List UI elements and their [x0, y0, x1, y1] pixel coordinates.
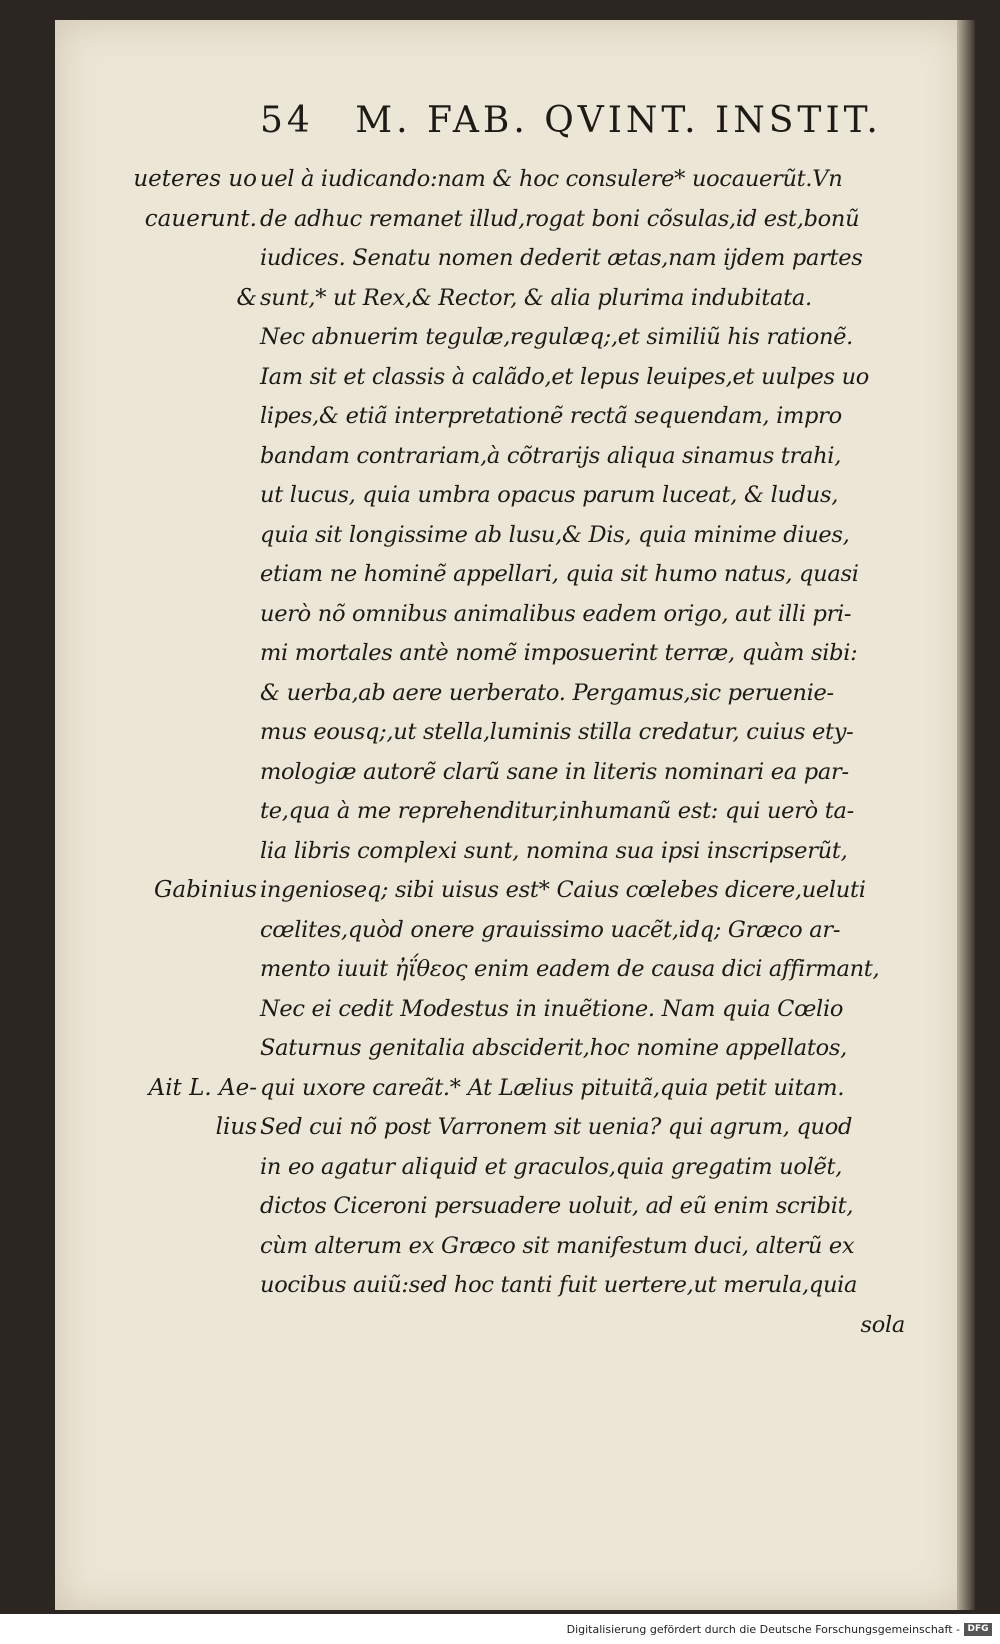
text-line: [55, 555, 965, 595]
text-line: [55, 1069, 965, 1109]
body-line: uocibus auiũ:sed hoc tanti fuit uertere,ut merula,quia: [260, 1272, 858, 1298]
text-line: [55, 832, 965, 872]
text-line: [55, 1187, 965, 1227]
body-line: Nec abnuerim tegulæ,regulæq;,et similiũ his rationẽ.: [260, 324, 854, 350]
body-line: Sed cui nõ post Varronem sit uenia? qui agrum, quod: [260, 1114, 853, 1140]
body-line: bandam contrariam,à cõtrarijs aliqua sinamus trahi,: [260, 442, 842, 469]
text-line: [55, 476, 965, 516]
body-line: mus eousq;,ut stella,luminis stilla credatur, cuius ety-: [260, 719, 854, 745]
body-line: lia libris complexi sunt, nomina sua ipsi inscripserũt,: [260, 837, 848, 864]
body-line: & uerba,ab aere uerberato. Pergamus,sic peruenie-: [260, 679, 834, 706]
text-line: [55, 871, 965, 911]
body-line: in eo agatur aliquid et graculos,quia gregatim uolẽt,: [260, 1153, 843, 1180]
body-line: cœlites,quòd onere grauissimo uacẽt,idq; Græco ar-: [260, 916, 841, 943]
body-line: mento iuuit ἠΐθεος enim eadem de causa dici affirmant,: [260, 956, 880, 982]
body-line: mi mortales antè nomẽ imposuerint terræ, quàm sibi:: [260, 640, 858, 666]
margin-note: Ait L. Ae-: [148, 1074, 257, 1101]
body-line: quia sit longissime ab lusu,& Dis, quia minime diues,: [260, 521, 850, 548]
text-line: [55, 1108, 965, 1148]
body-line: uerò nõ omnibus animalibus eadem origo, aut illi pri-: [260, 600, 852, 627]
text-line: [55, 279, 965, 319]
text-line: [55, 713, 965, 753]
body-line: dictos Ciceroni persuadere uoluit, ad eũ enim scribit,: [260, 1193, 854, 1219]
body-text-block: [55, 160, 965, 1345]
body-line: cùm alterum ex Græco sit manifestum duci, alterũ ex: [260, 1232, 855, 1259]
body-line: uel à iudicando:nam & hoc consulere* uocauerũt.Vn: [260, 166, 843, 192]
text-line: [55, 160, 965, 200]
body-line: iudices. Senatu nomen dederit ætas,nam ijdem partes: [260, 245, 863, 271]
running-head: [260, 100, 882, 141]
text-line: [55, 358, 965, 398]
text-line: [55, 318, 965, 358]
body-line: ut lucus, quia umbra opacus parum luceat, & ludus,: [260, 482, 839, 508]
text-line: [55, 437, 965, 477]
text-line: [55, 990, 965, 1030]
body-line: etiam ne hominẽ appellari, quia sit humo natus, quasi: [260, 561, 859, 587]
catchword-line: [55, 1306, 965, 1346]
text-line: [55, 1148, 965, 1188]
text-line: [55, 911, 965, 951]
margin-note: lius: [215, 1114, 257, 1140]
text-line: [55, 516, 965, 556]
body-line: de adhuc remanet illud,rogat boni cõsulas,id est,bonũ: [260, 205, 860, 232]
margin-note: ueteres uo: [133, 166, 257, 192]
page-number: 54: [260, 100, 314, 141]
funding-note: Digitalisierung gefördert durch die Deutsche Forschungsgemeinschaft -: [566, 1623, 960, 1636]
text-line: [55, 950, 965, 990]
body-line: Saturnus genitalia absciderit,hoc nomine appellatos,: [260, 1035, 847, 1061]
margin-note: cauerunt.: [144, 205, 257, 232]
text-line: [55, 239, 965, 279]
body-line: mologiæ autorẽ clarũ sane in literis nominari ea par-: [260, 758, 849, 785]
dfg-logo: DFG: [964, 1623, 992, 1636]
text-line: [55, 1266, 965, 1306]
text-line: [55, 1029, 965, 1069]
body-line: lipes,& etiã interpretationẽ rectã sequendam, impro: [260, 403, 842, 429]
body-line: te,qua à me reprehenditur,inhumanũ est: qui uerò ta-: [260, 798, 854, 824]
text-line: [55, 1227, 965, 1267]
text-line: [55, 200, 965, 240]
body-line: sunt,* ut Rex,& Rector, & alia plurima indubitata.: [260, 284, 812, 311]
body-line: qui uxore careãt.* At Lælius pituitã,quia petit uitam.: [260, 1074, 845, 1101]
book-page: [55, 20, 965, 1610]
margin-note: &: [236, 284, 257, 311]
body-line: ingenioseq; sibi uisus est* Caius cœlebes dicere,ueluti: [260, 877, 866, 903]
text-line: [55, 397, 965, 437]
catchword: sola: [860, 1311, 905, 1338]
footer-bar: [0, 1614, 1000, 1644]
body-line: Nec ei cedit Modestus in inuẽtione. Nam quia Cœlio: [260, 995, 844, 1022]
margin-note: Gabinius: [154, 877, 257, 903]
text-line: [55, 595, 965, 635]
text-line: [55, 792, 965, 832]
text-line: [55, 634, 965, 674]
text-line: [55, 753, 965, 793]
body-line: Iam sit et classis à calãdo,et lepus leuipes,et uulpes uo: [260, 363, 870, 390]
text-line: [55, 674, 965, 714]
running-title: M. FAB. QVINT. INSTIT.: [355, 100, 882, 141]
